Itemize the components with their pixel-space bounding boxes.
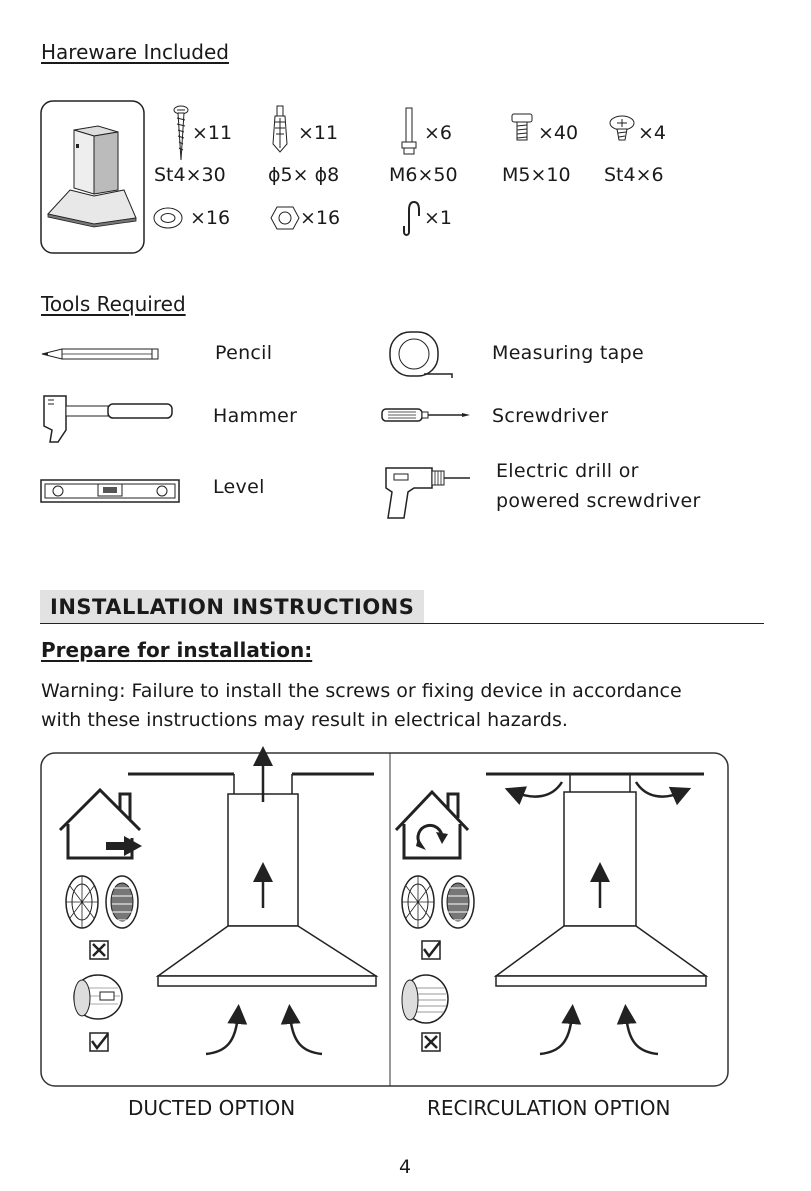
hammer-icon [40, 390, 178, 446]
hook-icon [398, 200, 422, 238]
hw-qty-machine-screw: ×40 [538, 122, 579, 144]
warning-line-2: with these instructions may result in electrical hazards. [41, 709, 568, 731]
hw-qty-bolt: ×6 [424, 122, 453, 144]
hw-qty-hook: ×1 [424, 207, 453, 229]
tool-label-drill-line2: powered screwdriver [496, 490, 701, 512]
grease-filter-icon-2 [402, 876, 434, 928]
hw-label-anchor: ϕ5× ϕ8 [268, 164, 340, 186]
tools-heading: Tools Required [41, 292, 186, 316]
hw-qty-washer: ×16 [190, 207, 231, 229]
duct-required-checkbox [90, 1033, 108, 1051]
tapping-screw-icon [170, 104, 192, 164]
tool-label-pencil: Pencil [215, 342, 273, 364]
installation-section-title: INSTALLATION INSTRUCTIONS [40, 590, 424, 624]
filter-required-checkbox [422, 941, 440, 959]
measuring-tape-icon [384, 330, 460, 380]
drill-icon [374, 462, 474, 522]
page-number: 4 [399, 1156, 412, 1178]
duct-not-required-checkbox [422, 1033, 440, 1051]
grease-filter-icon [66, 876, 98, 928]
tool-label-level: Level [213, 476, 265, 498]
tool-label-drill-line1: Electric drill or [496, 460, 639, 482]
hw-qty-nut: ×16 [300, 207, 341, 229]
section-divider [40, 623, 764, 624]
hw-label-bolt: M6×50 [389, 164, 458, 186]
screwdriver-icon [380, 406, 472, 426]
prepare-heading: Prepare for installation: [41, 638, 313, 662]
warning-line-1: Warning: Failure to install the screws or fixing device in accordance [41, 680, 682, 702]
carbon-filter-icon-2 [442, 876, 474, 928]
range-hood-thumbnail [40, 100, 146, 256]
tool-label-measuring-tape: Measuring tape [492, 342, 644, 364]
recirculation-option-label: RECIRCULATION OPTION [427, 1096, 671, 1120]
hw-qty-screw: ×11 [192, 122, 233, 144]
tool-label-screwdriver: Screwdriver [492, 405, 609, 427]
hw-qty-short-screw: ×4 [638, 122, 667, 144]
hw-label-screw: St4×30 [154, 164, 226, 186]
venting-options-diagram [40, 752, 730, 1088]
pencil-icon [40, 346, 162, 362]
ducted-option-label: DUCTED OPTION [128, 1096, 296, 1120]
hex-nut-icon [270, 205, 300, 231]
machine-screw-icon [510, 112, 536, 144]
filter-not-required-checkbox [90, 941, 108, 959]
washer-icon [153, 206, 185, 230]
duct-connector-icon [74, 975, 122, 1019]
wall-anchor-icon [268, 104, 292, 156]
warning-text [41, 677, 781, 735]
bolt-icon [398, 106, 420, 158]
tool-label-hammer: Hammer [213, 405, 298, 427]
short-screw-icon [608, 114, 638, 144]
hardware-heading: Hareware Included [41, 40, 229, 64]
carbon-filter-icon [106, 876, 138, 928]
hw-label-short-screw: St4×6 [604, 164, 664, 186]
hw-qty-anchor: ×11 [298, 122, 339, 144]
duct-connector-icon-2 [402, 975, 448, 1023]
hw-label-machine-screw: M5×10 [502, 164, 571, 186]
level-icon [40, 478, 182, 506]
